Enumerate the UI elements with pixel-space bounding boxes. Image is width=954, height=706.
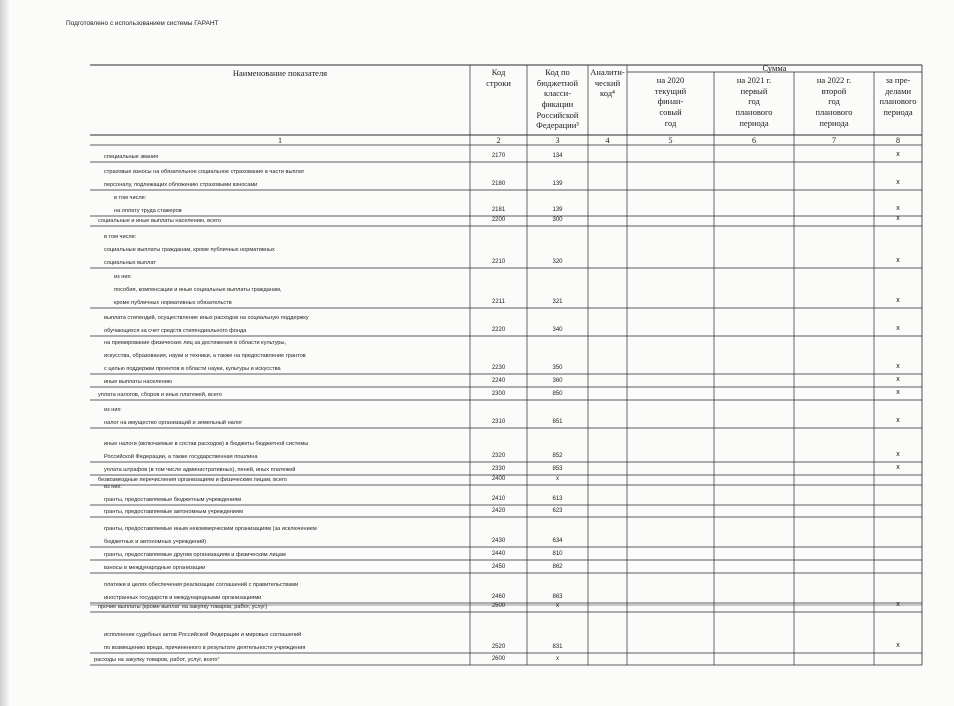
row-budget-code: x: [556, 476, 559, 482]
row-budget-code: 139: [552, 207, 563, 213]
row-label: социальные выплаты гражданам, кроме публичных нормативных: [104, 246, 275, 253]
row-label: по возмещению вреда, причиненного в результате деятельности учреждения: [104, 644, 306, 651]
column-number: 7: [832, 135, 836, 145]
row-budget-code: 862: [552, 564, 563, 570]
row-line-code: 2320: [491, 453, 506, 459]
row-label: социальных выплат: [104, 259, 156, 266]
row-budget-code: 321: [552, 299, 563, 305]
row-label: гранты, предоставляемые автономным учреждениям: [104, 508, 243, 515]
row-label: искусства, образования, науки и техники, а также на предоставление грантов: [104, 352, 306, 359]
row-label: в том числе:: [104, 233, 137, 240]
row-label: на премирование физических лиц за достижения в области культуры,: [104, 339, 287, 346]
row-beyond-mark: x: [896, 205, 900, 212]
row-budget-code: 853: [552, 466, 563, 472]
row-line-code: 2220: [491, 327, 506, 333]
column-number: 8: [896, 135, 900, 145]
row-line-code: 2460: [491, 594, 506, 600]
column-number: 5: [668, 135, 673, 145]
row-line-code: 2181: [491, 207, 506, 213]
column-number: 3: [555, 135, 560, 145]
row-budget-code: 340: [552, 327, 563, 333]
row-line-code: 2210: [491, 259, 506, 265]
row-beyond-mark: x: [896, 376, 900, 383]
row-line-code: 2420: [491, 508, 506, 514]
row-beyond-mark: x: [896, 363, 900, 370]
row-label: Российской Федерации, а также государственная пошлина: [104, 453, 258, 460]
row-line-code: 2430: [491, 538, 506, 544]
row-line-code: 2330: [491, 466, 506, 472]
column-number: 2: [496, 135, 501, 145]
row-beyond-mark: x: [896, 257, 900, 264]
row-beyond-mark: x: [896, 417, 900, 424]
row-label: гранты, предоставляемые иным некоммерческим организациям (за исключением: [104, 525, 317, 532]
row-label: из них:: [104, 483, 122, 490]
row-beyond-mark: x: [896, 642, 900, 649]
row-label: уплата налогов, сборов и иных платежей, всего: [98, 391, 222, 398]
column-header-2021: на 2021 г. первый год планового периода: [735, 75, 773, 128]
row-budget-code: 300: [552, 217, 563, 223]
row-label: персоналу, подлежащих обложению страховыми взносами: [104, 181, 258, 188]
row-label: кроме публичных нормативных обязательств: [114, 299, 232, 306]
row-line-code: 2500: [491, 603, 506, 609]
row-label: гранты, предоставляемые другим организациям и физическим лицам: [104, 551, 286, 558]
row-label: из них:: [104, 406, 122, 413]
row-beyond-mark: x: [896, 389, 900, 396]
row-budget-code: x: [556, 603, 559, 609]
row-budget-code: 613: [552, 496, 563, 502]
row-label: платежи в целях обеспечения реализации соглашений с правительствами: [104, 581, 299, 588]
row-budget-code: x: [556, 656, 559, 662]
row-label: пособия, компенсации и иные социальные выплаты гражданам,: [114, 286, 282, 293]
row-beyond-mark: x: [896, 464, 900, 471]
row-budget-code: 320: [552, 259, 563, 265]
row-line-code: 2310: [491, 419, 506, 425]
column-header-beyond: за пре- делами планового периода: [879, 75, 917, 117]
row-beyond-mark: x: [896, 297, 900, 304]
row-budget-code: 350: [552, 365, 563, 371]
row-budget-code: 134: [552, 153, 563, 159]
row-label: из них:: [114, 273, 132, 280]
row-beyond-mark: x: [896, 451, 900, 458]
row-budget-code: 831: [552, 644, 563, 650]
row-line-code: 2440: [491, 551, 506, 557]
column-header-sum: Сумма: [762, 63, 787, 73]
row-label: бюджетных и автономных учреждений): [104, 538, 207, 545]
row-label: на оплату труда стажеров: [114, 207, 182, 214]
row-beyond-mark: x: [896, 179, 900, 186]
row-line-code: 2520: [491, 644, 506, 650]
row-line-code: 2200: [491, 217, 506, 223]
row-line-code: 2600: [491, 656, 506, 662]
row-beyond-mark: x: [896, 151, 900, 158]
column-header-2022: на 2022 г. второй год планового периода: [815, 75, 853, 128]
row-label: с целью поддержки проектов в области науки, культуры и искусства: [104, 365, 281, 372]
row-label: обучающихся за счет средств стипендиального фонда: [104, 327, 247, 334]
column-number: 1: [278, 135, 282, 145]
row-beyond-mark: x: [896, 215, 900, 222]
row-line-code: 2300: [491, 391, 506, 397]
row-label: расходы на закупку товаров, работ, услуг, всего⁷: [94, 656, 220, 663]
row-label: прочие выплаты (кроме выплат на закупку товаров, работ, услуг): [98, 603, 268, 610]
row-line-code: 2230: [491, 365, 506, 371]
header-note: Подготовлено с использованием системы ГАРАНТ: [66, 20, 219, 27]
row-budget-code: 634: [552, 538, 563, 544]
row-label: взносы в международные организации: [104, 564, 206, 571]
row-label: исполнение судебных актов Российской Федерации и мировых соглашений: [104, 631, 302, 638]
column-header-name: Наименование показателя: [232, 68, 328, 78]
column-header-analytic-code: Аналити- ческий код⁴: [590, 67, 625, 99]
row-line-code: 2170: [491, 153, 506, 159]
row-budget-code: 850: [552, 391, 563, 397]
column-header-2020: на 2020 текущий финан- совый год: [654, 75, 687, 128]
row-label: иностранных государств и международными организациями: [104, 594, 262, 601]
column-number: 4: [605, 135, 610, 145]
row-label: иные выплаты населению: [104, 378, 173, 385]
row-budget-code: 360: [552, 378, 563, 384]
row-line-code: 2211: [492, 299, 505, 305]
row-label: уплата штрафов (в том числе административных), пеней, иных платежей: [104, 466, 296, 473]
column-number: 6: [752, 135, 756, 145]
row-line-code: 2400: [491, 476, 506, 482]
row-beyond-mark: x: [896, 325, 900, 332]
row-label: налог на имущество организаций и земельный налог: [104, 419, 243, 426]
row-label: безвозмездные перечисления организациям и физическим лицам, всего: [98, 476, 288, 483]
row-line-code: 2410: [491, 496, 506, 502]
row-label: гранты, предоставляемые бюджетным учреждениям: [104, 496, 242, 503]
row-line-code: 2180: [491, 181, 506, 187]
column-header-line-code: Код строки: [486, 67, 511, 88]
row-label: иные налоги (включаемые в состав расходов) в бюджеты бюджетной системы: [104, 440, 309, 447]
row-line-code: 2240: [491, 378, 506, 384]
row-beyond-mark: x: [896, 601, 900, 608]
row-budget-code: 623: [552, 508, 563, 514]
row-label: страховые взносы на обязательное социальное страхование в части выплат: [104, 168, 305, 175]
row-line-code: 2450: [491, 564, 506, 570]
row-label: социальные и иные выплаты населению, всего: [98, 217, 222, 224]
row-label: специальные звания: [104, 153, 159, 160]
row-label: выплата стипендий, осуществление иных расходов на социальную поддержку: [104, 314, 309, 321]
row-budget-code: 851: [552, 419, 563, 425]
row-budget-code: 863: [552, 594, 563, 600]
row-budget-code: 810: [552, 551, 563, 557]
row-budget-code: 852: [552, 453, 563, 459]
column-header-budget-code: Код по бюджетной класси- фикации Российской Федерации³: [536, 67, 579, 131]
row-budget-code: 139: [552, 181, 563, 187]
row-label: в том числе:: [114, 194, 147, 201]
